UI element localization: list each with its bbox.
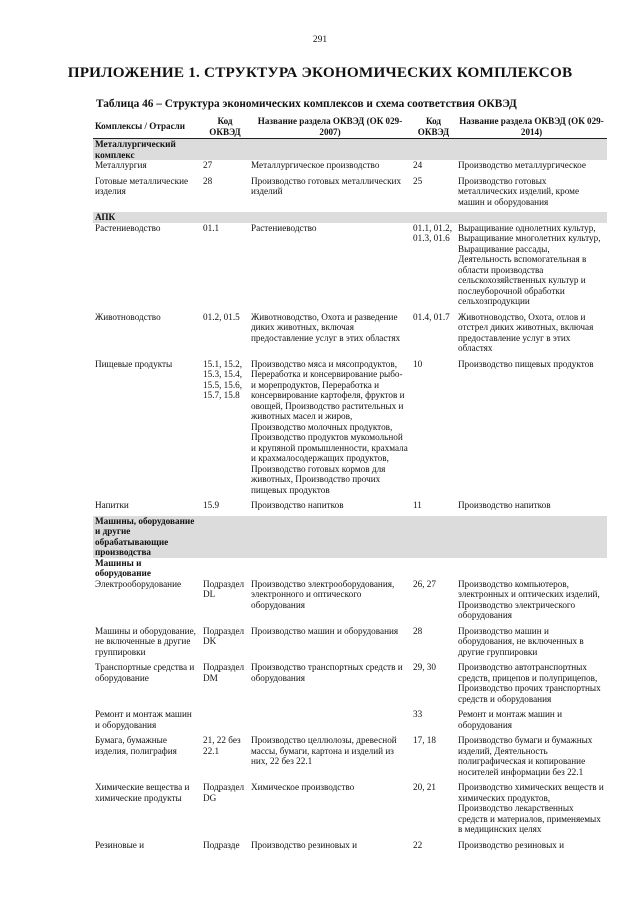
- header-code-2007: Код ОКВЭД: [209, 116, 241, 137]
- code-2014: 28: [413, 625, 423, 636]
- appendix-title: ПРИЛОЖЕНИЕ 1. СТРУКТУРА ЭКОНОМИЧЕСКИХ КОМПЛЕКСОВ: [67, 64, 573, 81]
- table-title: Таблица 46 – Структура экономических комплексов и схема соответствия ОКВЭД: [96, 98, 517, 110]
- title-2014: Производство бумаги и бумажных изделий, Деятельность полиграфическая и копирование носителей информации без 22.1: [458, 735, 593, 777]
- table-row: [93, 626, 607, 663]
- section-name: Машины, оборудование и другие обрабатывающие производства: [93, 516, 201, 558]
- section-fill: [201, 516, 607, 558]
- code-2014: 01.4, 01.7: [413, 311, 450, 322]
- header-complexes: Комплексы / Отрасли: [95, 121, 185, 132]
- table-header-row: [93, 114, 607, 139]
- code-2007: Подраздел DL: [203, 578, 245, 600]
- code-2014: 22: [413, 839, 423, 850]
- code-2007: Подраздел DK: [203, 625, 245, 647]
- title-2014: Производство химических веществ и химических продуктов, Производство лекарственных средств и материалов, применяемых в медицинских целях: [458, 782, 604, 835]
- table-row: [93, 662, 607, 709]
- title-2007: Производство резиновых и: [251, 839, 358, 850]
- title-2014: Производство металлургическое: [458, 160, 586, 171]
- industry-name: Ремонт и монтаж машин и оборудования: [95, 709, 192, 730]
- code-2014: 25: [413, 175, 423, 186]
- code-2014: 29, 30: [413, 662, 436, 673]
- code-2014: 17, 18: [413, 735, 436, 746]
- table-row: [93, 359, 607, 501]
- title-2007: Растениеводство: [251, 222, 317, 233]
- table-row: [93, 709, 607, 735]
- section-name: АПК: [93, 212, 201, 223]
- title-2007: Производство целлюлозы, древесной массы, бумаги, картона и изделий из них, 22 без 22.1: [251, 735, 397, 767]
- title-2014: Производство готовых металлических изделий, кроме машин и оборудования: [458, 175, 580, 207]
- table-row: [93, 735, 607, 782]
- section-name: Металлургический комплекс: [93, 139, 201, 161]
- code-2007: 28: [203, 175, 213, 186]
- title-2014: Производство автотранспортных средств, прицепов и полуприцепов, Производство прочих транспортных средств и оборудования: [458, 662, 601, 704]
- page-number: 291: [312, 35, 328, 45]
- code-2007: [201, 709, 249, 735]
- industry-name: Машины и оборудование, не включенные в другие группировки: [95, 625, 196, 657]
- code-2007: 01.2, 01.5: [203, 311, 240, 322]
- header-title-2014: Название раздела ОКВЭД (ОК 029-2014): [459, 116, 604, 137]
- code-2014: 33: [413, 709, 423, 720]
- industry-name: Готовые металлические изделия: [95, 175, 189, 197]
- title-2007: Металлургическое производство: [251, 160, 380, 171]
- title-2014: Животноводство, Охота, отлов и отстрел диких животных, включая предоставление услуг в этих областях: [458, 311, 594, 354]
- title-2014: Производство пищевых продуктов: [458, 358, 594, 369]
- header-code-2014: Код ОКВЭД: [417, 116, 450, 137]
- code-2007: 15.9: [203, 500, 220, 511]
- section-row: [93, 212, 607, 223]
- title-2014: Ремонт и монтаж машин и оборудования: [458, 709, 563, 730]
- table-body: [93, 139, 607, 856]
- code-2014: 10: [413, 358, 423, 369]
- title-2007: Производство электрооборудования, электронного и оптического оборудования: [251, 578, 395, 610]
- header-title-2007: Название раздела ОКВЭД (ОК 029-2007): [257, 116, 403, 137]
- code-2007: Подразде: [203, 839, 240, 850]
- code-2007: 27: [203, 160, 213, 171]
- table-row: [93, 176, 607, 213]
- code-2007: 15.1, 15.2, 15.3, 15.4, 15.5, 15.6, 15.7, 15.8: [203, 358, 243, 401]
- code-2014: 20, 21: [413, 782, 436, 793]
- okved-table: [93, 114, 607, 855]
- title-2014: Производство компьютеров, электронных и оптических изделий, Производство электрического оборудования: [458, 578, 600, 621]
- section-name: Машины и оборудование: [93, 558, 201, 579]
- table-row: [93, 579, 607, 626]
- title-2007: Производство готовых металлических изделий: [251, 175, 402, 197]
- section-fill: [201, 139, 607, 161]
- code-2007: Подраздел DG: [203, 782, 245, 803]
- code-2007: Подраздел DM: [203, 662, 245, 683]
- title-2007: Производство мяса и мясопродуктов, Переработка и консервирование рыбо- и морепродуктов, Переработка и консервирование картофеля, фруктов и овощей, Производство растительных и животных масел и жиров, Производство молочных продуктов, Производство продуктов мукомольной и крупяной промышленности, крахмала и крахмалосодержащих продуктов, Производство готовых кормов для животных, Производство прочих пищевых продуктов: [251, 358, 408, 495]
- table-row: [93, 840, 607, 856]
- title-2007: [249, 709, 411, 735]
- title-2007: Производство транспортных средств и оборудования: [251, 662, 403, 683]
- subsection-row: [93, 558, 607, 579]
- table-row: [93, 500, 607, 516]
- industry-name: Резиновые и: [95, 839, 145, 850]
- section-fill: [201, 212, 607, 223]
- industry-name: Транспортные средства и оборудование: [95, 662, 195, 683]
- industry-name: Бумага, бумажные изделия, полиграфия: [95, 735, 177, 756]
- title-2007: Производство напитков: [251, 500, 344, 511]
- industry-name: Растениеводство: [95, 222, 161, 233]
- title-2014: Производство машин и оборудования, не включенных в другие группировки: [458, 625, 584, 657]
- industry-name: Пищевые продукты: [95, 358, 173, 369]
- industry-name: Напитки: [95, 500, 129, 511]
- table-row: [93, 223, 607, 312]
- industry-name: Животноводство: [95, 311, 161, 322]
- title-2007: Химическое производство: [251, 782, 355, 793]
- code-2014: 11: [413, 500, 422, 511]
- code-2014: 01.1, 01.2, 01.3, 01.6: [413, 222, 453, 244]
- title-2014: Выращивание однолетних культур, Выращивание многолетних культур, Выращивание рассады, Деятельность вспомогательная в области производства сельскохозяйственных культур и послеуборочной обработки сельхозпродукции: [458, 222, 601, 307]
- section-row: [93, 516, 607, 558]
- industry-name: Электрооборудование: [95, 578, 182, 589]
- table-row: [93, 312, 607, 359]
- industry-name: Химические вещества и химические продукты: [95, 782, 190, 803]
- section-fill: [201, 558, 607, 579]
- code-2007: 21, 22 без 22.1: [203, 735, 241, 756]
- title-2014: Производство резиновых и: [458, 839, 565, 850]
- industry-name: Металлургия: [95, 160, 147, 171]
- title-2007: Производство машин и оборудования: [251, 625, 399, 636]
- code-2007: 01.1: [203, 222, 220, 233]
- table-row: [93, 160, 607, 176]
- section-row: [93, 139, 607, 161]
- code-2014: 26, 27: [413, 578, 436, 589]
- table-row: [93, 782, 607, 840]
- code-2014: 24: [413, 160, 423, 171]
- title-2007: Животноводство, Охота и разведение диких животных, включая предоставление услуг в этих областях: [251, 311, 401, 343]
- title-2014: Производство напитков: [458, 500, 551, 511]
